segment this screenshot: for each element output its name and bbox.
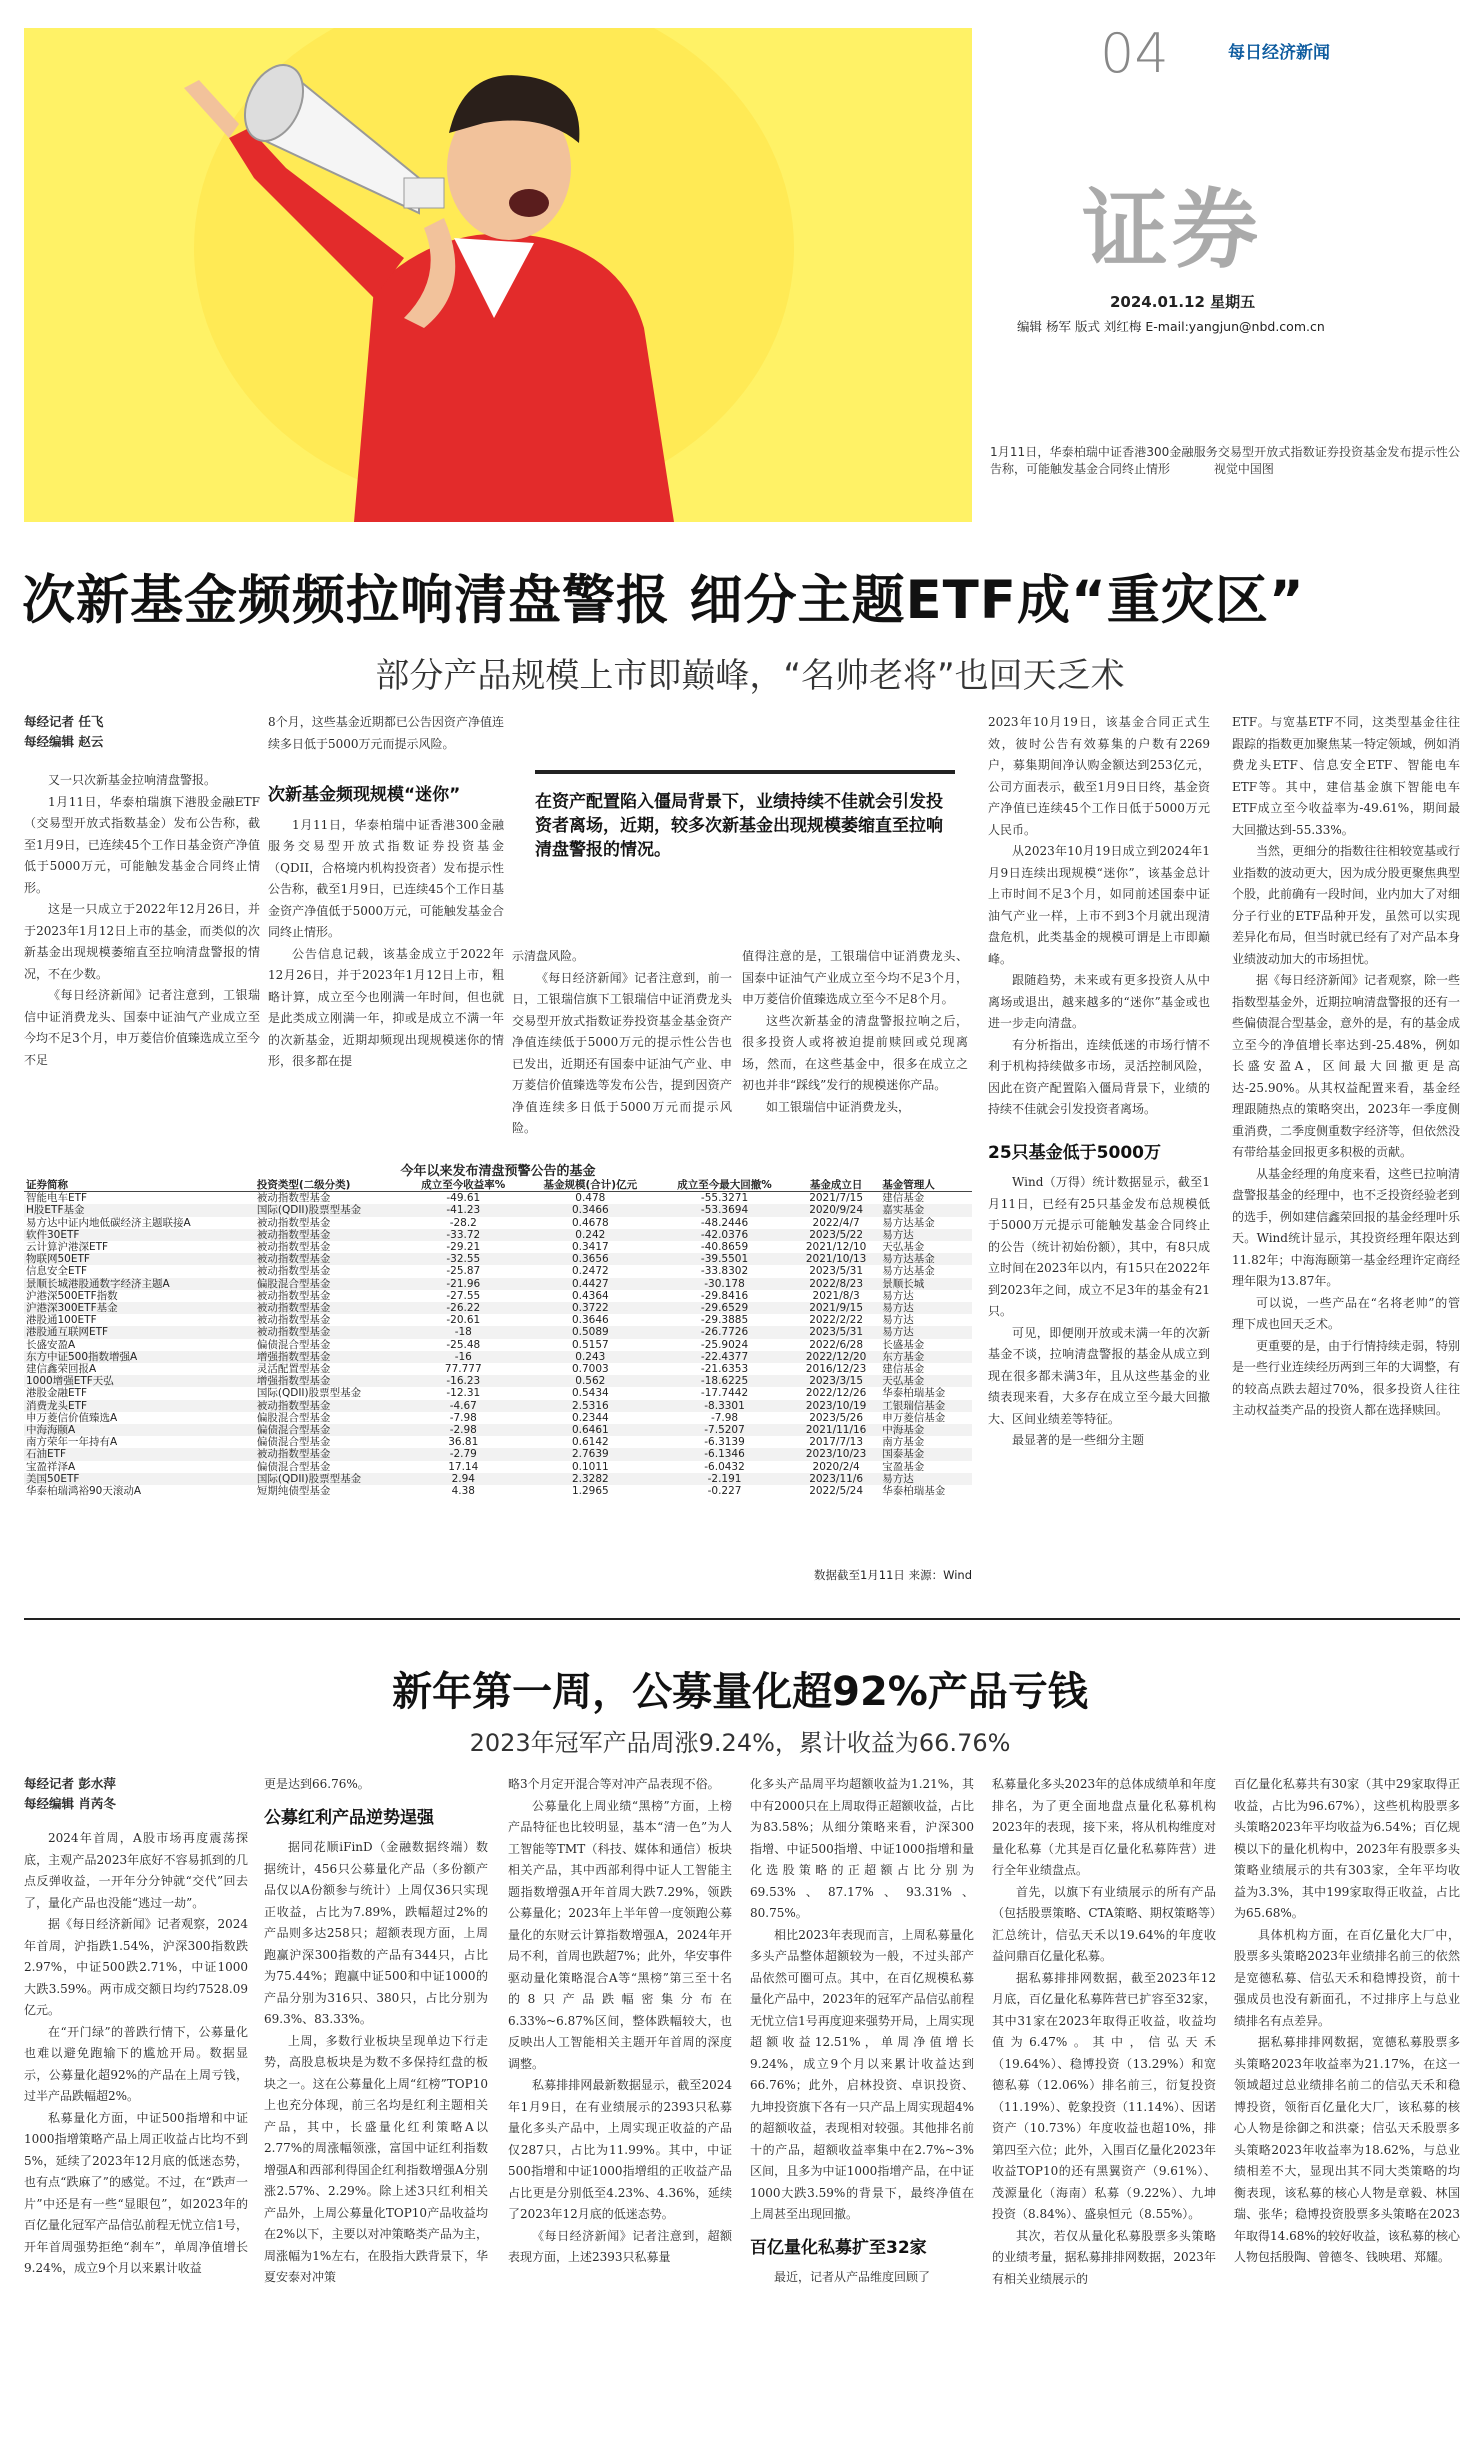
paragraph: Wind（万得）统计数据显示，截至1月11日，已经有25只基金发布总规模低于5000万元提示可能触发基金合同终止的公告（统计初始份额），其中，有8只成立时间在2023年以内，有15只在2022年到2023年之间，成立不足3年的基金有21只。 (988, 1175, 1210, 1318)
table-cell: -29.8416 (700, 1289, 749, 1302)
table-cell: 17.14 (448, 1460, 479, 1473)
article1-col2 (268, 712, 504, 1073)
paragraph: 可以说，一些产品在“名将老帅”的管理下成也回天乏术。 (1232, 1295, 1460, 1331)
table-cell: 景顺长城港股通数字经济主题A (24, 1278, 255, 1290)
paragraph: 2023年10月19日，该基金合同正式生效，彼时公告有效募集的户数有2269户，募集期间净认购金额达到253亿元，公司方面表示，截至1月9日日终，基金资产净值已连续45个工作日低于5000万元人民币。 (988, 715, 1210, 837)
article2-title: 新年第一周，公募量化超92%产品亏钱 (392, 1669, 1088, 1715)
table-cell: 2.3282 (524, 1473, 658, 1485)
article2-col5 (992, 1774, 1216, 2290)
table-cell: 2023/11/6 (792, 1473, 880, 1485)
paragraph: 私募排排网最新数据显示，截至2024年1月9日，在有业绩展示的2393只私募量化多头产品中，上周实现正收益的产品仅287只，占比为11.99%。其中，中证500指增和中证1000指增组的正收益产品占比更是分别低至4.23%、4.36%，延续了2023年12月底的低迷态势。 (508, 2078, 732, 2221)
table-row (24, 1339, 972, 1351)
table-cell: 被动指数型基金 (255, 1229, 403, 1241)
article2-col1 (24, 1774, 248, 2280)
paragraph: 更是达到66.76%。 (264, 1777, 370, 1791)
table-cell: -4.67 (403, 1400, 523, 1412)
paragraph: 《每日经济新闻》记者注意到，超额表现方面，上述2393只私募量 (508, 2228, 732, 2264)
table-cell: -21.6353 (700, 1363, 749, 1376)
table-cell: -41.23 (403, 1204, 523, 1216)
table-row (24, 1387, 972, 1399)
table-cell: 2021/10/13 (792, 1253, 880, 1265)
caption-text: 1月11日，华泰柏瑞中证香港300金融服务交易型开放式指数证券投资基金发布提示性公告称，可能触发基金合同终止情形 (990, 445, 1460, 476)
subheading: 次新基金频现规模“迷你” (268, 785, 461, 805)
subheading: 公募红利产品逆势逞强 (264, 1807, 434, 1828)
table-cell: 南方基金 (882, 1436, 925, 1449)
table-cell: -0.227 (707, 1485, 742, 1498)
paragraph: 更重要的是，由于行情持续走弱，特别是一些行业连续经历两到三年的大调整，有的较高点跌去超过70%，很多投资人往往主动权益类产品的投资人都在选择赎回。 (1232, 1338, 1461, 1417)
table-cell: 美国50ETF (24, 1473, 255, 1485)
table-cell: 2023/10/23 (792, 1448, 880, 1460)
paragraph: 据私募排排网数据，宽德私募股票多头策略2023年收益率为21.17%，在这一领域超过总业绩排名前二的信弘天禾和稳博投资，领衔百亿量化大厂，该私募的核心人物是徐御之和洪豪；信弘天禾股票多头策略2023年收益率为18.62%，与总业绩相差不大，显现出其不同大类策略的均衡表现，该私募的核心人物是章毅、林国瑞、张华；稳博投资股票多头策略在2023年取得14.68%的较好收益，该私募的核心人物包括殷陶、曾德冬、钱映珺、郑耀。 (1234, 2035, 1460, 2264)
table-cell: 天弘基金 (880, 1375, 972, 1387)
page-number: 04 (1100, 22, 1169, 85)
table-cell: 物联网50ETF (24, 1253, 255, 1265)
table-cell: 被动指数型基金 (255, 1448, 403, 1460)
table-cell: 2022/8/23 (792, 1278, 880, 1290)
table-row (24, 1461, 972, 1473)
table-cell: -29.21 (446, 1241, 481, 1254)
table-cell: 2.5316 (524, 1400, 658, 1412)
table-cell: 华泰柏瑞基金 (882, 1387, 946, 1400)
table-cell: 2022/4/7 (812, 1216, 860, 1229)
table-cell: 沪港深300ETF基金 (24, 1302, 255, 1314)
table-cell: 0.7003 (571, 1363, 609, 1376)
column-header: 证券简称 (24, 1179, 255, 1192)
paragraph: 1月11日，华泰柏瑞旗下港股金融ETF（交易型开放式指数基金）发布公告称，截至1月9日，已连续45个工作日基金资产净值低于5000万元，可能触发基金合同终止情形。 (24, 794, 260, 895)
table-cell: -2.98 (403, 1424, 523, 1436)
table-cell: 国泰基金 (880, 1448, 972, 1460)
paragraph: 据《每日经济新闻》记者观察，除一些指数型基金外，近期拉响清盘警报的还有一些偏债混合型基金，意外的是，有的基金成立至今的净值增长率达到-25.48%，例如长盛安盈A，区间最大回撤更是高达-25.90%。从其权益配置来看，基金经理跟随热点的策略突出，2023年一季度侧重消费，二季度侧重数字经济等，但依然没有带给基金回报更多积极的贡献。 (1232, 973, 1461, 1159)
paragraph: 从2023年10月19日成立到2024年1月9日连续出现规模“迷你”，该基金总计上市时间不足3个月，如同前述国泰中证油气产业一样，上市不到3个月就出现清盘危机，此类基金的规模可谓是上市即巅峰。 (988, 844, 1210, 966)
table-cell: -7.98 (710, 1411, 739, 1424)
table-cell: -16 (403, 1351, 523, 1363)
table-cell: -32.55 (403, 1253, 523, 1265)
table-cell: -29.3885 (700, 1314, 749, 1327)
table-cell: 被动指数型基金 (256, 1241, 331, 1254)
paragraph: 私募量化方面，中证500指增和中证1000指增策略产品上周正收益占比均不到5%，延续了2023年12月底的低迷态势，也有点“跌麻了”的感觉。不过，在“跌声一片”中还是有一些“显眼包”，如2023年的百亿量化冠军产品信弘前程无忧立信1号，开年首周强势拒绝“刹车”，单周净值增长9.24%，成立9个月以来累计收益 (24, 2110, 248, 2275)
table-cell: 2022/5/24 (809, 1485, 864, 1498)
table-cell: 东方基金 (880, 1351, 972, 1363)
article1-col3 (512, 946, 732, 1140)
table-row (24, 1424, 972, 1436)
table-cell: -21.96 (403, 1278, 523, 1290)
table-cell: 0.4427 (524, 1278, 658, 1290)
article1-col1 (24, 712, 260, 1071)
table-cell: -20.61 (446, 1314, 481, 1327)
table-cell: 华泰柏瑞鸿裕90天滚动A (26, 1485, 142, 1498)
table-row (24, 1400, 972, 1412)
table-cell: -26.7726 (657, 1326, 792, 1338)
table-cell: -16.23 (403, 1375, 523, 1387)
table-cell: 易方达 (880, 1229, 972, 1241)
table-cell: -17.7442 (700, 1387, 749, 1400)
paragraph: 如工银瑞信中证消费龙头， (766, 1099, 911, 1114)
table-cell: 0.243 (524, 1351, 658, 1363)
table-cell: -2.79 (403, 1448, 523, 1460)
table-cell: 被动指数型基金 (256, 1289, 331, 1302)
table-cell: 2022/12/26 (805, 1387, 867, 1400)
table-row (24, 1448, 972, 1460)
table-cell: 2017/7/13 (809, 1436, 864, 1449)
paragraph: 跟随趋势，未来或有更多投资人从中离场或退出，越来越多的“迷你”基金或也进一步走向清盘。 (988, 973, 1210, 1030)
table-cell: 港股通互联网ETF (24, 1326, 255, 1338)
table-cell: 云计算沪港深ETF (26, 1241, 109, 1254)
table-cell: 偏债混合型基金 (256, 1436, 331, 1449)
paragraph: 这是一只成立于2022年12月26日，并于2023年1月12日上市的基金，而类似的次新基金出现规模萎缩直至拉响清盘警报的情况，不在少数。 (24, 902, 260, 981)
table-cell: -33.72 (403, 1229, 523, 1241)
table-cell: 0.4364 (571, 1289, 609, 1302)
table-cell: 港股金融ETF (26, 1387, 88, 1400)
table-cell: -40.8659 (700, 1241, 749, 1254)
table-cell: -33.8302 (700, 1265, 749, 1278)
table-cell: -12.31 (446, 1387, 481, 1400)
table-cell: 2023/3/15 (792, 1375, 880, 1387)
table-cell: 易方达中证内地低碳经济主题联接A (26, 1216, 191, 1229)
table-row (24, 1217, 972, 1229)
table-cell: 2023/5/31 (809, 1265, 864, 1278)
table-cell: 2023/5/26 (809, 1411, 864, 1424)
table-cell: -26.22 (403, 1302, 523, 1314)
paragraph: 公募量化上周业绩“黑榜”方面，上榜产品特征也比较明显，基本“清一色”为人工智能等TMT（科技、媒体和通信）板块相关产品，其中西部利得中证人工智能主题指数增强A开年首周大跌7.29%，领跌公募量化；2023年上半年曾一度领跑公募量化的东财云计算指数增强A，2024年开局不利，首周也跌超7%；此外，华安事件驱动量化策略混合A等“黑榜”第三至十名的8只产品跌幅密集分布在6.33%~6.87%区间，整体跌幅较大，也反映出人工智能相关主题开年首周的深度调整。 (508, 1798, 732, 2071)
table-row (24, 1290, 972, 1302)
table-cell: 建信基金 (882, 1363, 925, 1376)
paragraph: 有分析指出，连续低迷的市场行情不利于机构持续做多市场，灵活控制风险，因此在资产配置陷入僵局背景下，业绩的持续不佳就会引发投资者离场。 (988, 1037, 1210, 1116)
table-cell: -29.6529 (657, 1302, 792, 1314)
table-cell: 36.81 (448, 1436, 479, 1449)
table-cell: 被动指数型基金 (255, 1400, 403, 1412)
section-divider (24, 1618, 1460, 1620)
table-cell: 0.4678 (571, 1216, 609, 1229)
table-cell: -22.4377 (657, 1351, 792, 1363)
table-cell: 增强指数型基金 (255, 1375, 403, 1387)
table-cell: -30.178 (657, 1278, 792, 1290)
article2-subtitle: 2023年冠军产品周涨9.24%，累计收益为66.76% (469, 1729, 1011, 1757)
pullquote-rule (535, 770, 955, 774)
table-cell: 石油ETF (24, 1448, 255, 1460)
table-row (24, 1363, 972, 1375)
paragraph: 值得注意的是，工银瑞信中证消费龙头、国泰中证油气产业成立至今均不足3个月，申万菱信价值臻选成立至今不足8个月。 (742, 949, 968, 1006)
table-cell: 消费龙头ETF (24, 1400, 255, 1412)
table-cell: 易方达 (882, 1314, 914, 1327)
table-cell: 2023/10/19 (792, 1400, 880, 1412)
table-cell: 0.3722 (524, 1302, 658, 1314)
article1-col6 (1232, 712, 1460, 1422)
table-cell: 0.1011 (571, 1460, 609, 1473)
table-cell: 1.2965 (571, 1485, 609, 1498)
table-cell: 2021/12/10 (805, 1241, 867, 1254)
table-row (24, 1375, 972, 1387)
table-cell: 易方达基金 (880, 1253, 972, 1265)
table-cell: 中海基金 (880, 1424, 972, 1436)
paragraph: 具体机构方面，在百亿量化大厂中，股票多头策略2023年业绩排名前三的依然是宽德私募、信弘天禾和稳博投资，前十强成员也没有新面孔，不过排序上与总业绩排名有点差异。 (1234, 1927, 1460, 2028)
paragraph: 《每日经济新闻》记者注意到，工银瑞信中证消费龙头、国泰中证油气产业成立至今均不足3个月，申万菱信价值臻选成立至今不足 (24, 988, 260, 1067)
article2-col4 (750, 1774, 974, 2289)
paragraph: 其次，若仅从量化私募股票多头策略的业绩考量，据私募排排网数据，2023年有相关业绩展示的 (992, 2228, 1216, 2286)
table-cell: -6.3139 (704, 1436, 745, 1449)
article1-col5 (988, 712, 1210, 1452)
table-cell: 偏债混合型基金 (256, 1338, 331, 1351)
table-row (24, 1412, 972, 1424)
table-cell: 2021/8/3 (812, 1289, 860, 1302)
table-cell: 2021/7/15 (809, 1192, 864, 1205)
paragraph: 最显著的是一些细分主题 (1012, 1433, 1145, 1447)
section-title: 证券 (1082, 180, 1262, 280)
column-header: 基金规模(合计)亿元 (524, 1179, 658, 1192)
table-cell: 申万菱信基金 (882, 1411, 946, 1424)
table-cell: 工银瑞信基金 (880, 1400, 972, 1412)
subheading: 百亿量化私募扩至32家 (750, 2237, 927, 2258)
table-cell: 4.38 (451, 1485, 475, 1498)
table-row (24, 1326, 972, 1338)
table-cell: 南方荣年一年持有A (26, 1436, 118, 1449)
reporter: 每经记者 任飞 (24, 714, 104, 729)
pullquote: 在资产配置陷入僵局背景下，业绩持续不佳就会引发投资者离场，近期，较多次新基金出现规模萎缩直至拉响清盘警报的情况。 (535, 792, 943, 860)
table-source: 数据截至1月11日 来源：Wind (813, 1568, 972, 1582)
table-cell: 0.2344 (571, 1411, 609, 1424)
editor: 每经编辑 赵云 (24, 734, 104, 749)
promo-photo (24, 28, 972, 522)
paragraph: 百亿量化私募共有30家（其中29家取得正收益，占比为96.67%），这些机构股票多头策略2023年平均收益为6.54%；百亿规模以下的量化机构中，2023年有股票多头策略业绩展示的共有303家，全年平均收益为3.3%，其中199家取得正收益，占比为65.68%。 (1234, 1777, 1460, 1920)
table-cell: 港股通100ETF (26, 1314, 97, 1327)
table-cell: 易方达基金 (882, 1216, 935, 1229)
table-cell: 被动指数型基金 (256, 1265, 331, 1278)
table-cell: -28.2 (449, 1216, 477, 1229)
column-header: 基金成立日 (792, 1179, 880, 1192)
table-row (24, 1253, 972, 1265)
paragraph: 首先，以旗下有业绩展示的所有产品（包括股票策略、CTA策略、期权策略等）汇总统计，信弘天禾以19.64%的年度收益问鼎百亿量化私募。 (992, 1884, 1216, 1963)
table-cell: 申万菱信价值臻选A (26, 1411, 118, 1424)
table-cell: 国际(QDII)股票型基金 (256, 1387, 362, 1400)
table-cell: 2022/12/20 (792, 1351, 880, 1363)
table-cell: 2020/9/24 (792, 1204, 880, 1216)
table-row (24, 1473, 972, 1485)
table-cell: 被动指数型基金 (256, 1192, 331, 1205)
table-cell: -53.3694 (657, 1204, 792, 1216)
table-cell: 2022/6/28 (809, 1338, 864, 1351)
table-cell: 沪港深500ETF指数 (26, 1289, 118, 1302)
table-cell: 0.5089 (524, 1326, 658, 1338)
article2-col3 (508, 1774, 732, 2269)
paragraph: 据同花顺iFinD（金融数据终端）数据统计，456只公募量化产品（多份额产品仅以A份额参与统计）上周仅36只实现正收益，占比为7.89%，跌幅超过2%的产品则多达258只；超额表现方面，上周跑赢沪深300指数的产品有344只，占比为75.44%；跑赢中证500和中证1000的产品分别为316只、380只，占比分别为69.3%、83.33%。 (264, 1840, 488, 2026)
paragraph: 在“开门绿”的普跌行情下，公募量化也难以避免跑输下的尴尬开局。数据显示，公募量化超92%的产品在上周亏钱，过半产品跌幅超2%。 (24, 2024, 248, 2103)
table-cell: 信息安全ETF (26, 1265, 88, 1278)
table-row (24, 1241, 972, 1253)
table-cell: 易方达 (880, 1326, 972, 1338)
table-row (24, 1204, 972, 1216)
table-header (24, 1179, 972, 1192)
table-cell: 增强指数型基金 (255, 1351, 403, 1363)
table-body (24, 1192, 972, 1498)
table-cell: -27.55 (446, 1289, 481, 1302)
table-row (24, 1436, 972, 1448)
table-cell: 智能电车ETF (26, 1192, 88, 1205)
table-cell: 嘉实基金 (880, 1204, 972, 1216)
article2-col6 (1234, 1774, 1460, 2269)
paragraph: 据私募排排网数据，截至2023年12月底，百亿量化私募阵营已扩容至32家，其中31家在2023年取得正收益，收益均值为6.47%。其中，信弘天禾（19.64%）、稳博投资（13.29%）和宽德私募（12.06%）排名前三，衍复投资（11.19%）、乾象投资（11.14%）、因诺资产（10.73%）年度收益也超10%，排第四至六位；此外，入围百亿量化2023年收益TOP10的还有黑翼资产（9.61%）、茂源量化（海南）私募（9.22%）、九坤投资（8.84%）、盛泉恒元（8.55%）。 (992, 1970, 1216, 2221)
column-header: 基金管理人 (880, 1179, 972, 1192)
paragraph: 上周，多数行业板块呈现单边下行走势，高股息板块是为数不多保持红盘的板块之一。这在公募量化上周“红榜”TOP10上也充分体现，前三名均是红利主题相关产品，其中，长盛量化红利策略A以2.77%的周涨幅领涨，富国中证红利指数增强A和西部利得国企红利指数增强A分别涨2.57%、2.29%。除上述3只红利相关产品外，上周公募量化TOP10产品收益均在2%以下，主要以对冲策略类产品为主，周涨幅为1%左右，在股指大跌背景下，华夏安泰对冲策 (264, 2033, 488, 2284)
table-cell: 偏股混合型基金 (255, 1278, 403, 1290)
table-cell: 0.6461 (524, 1424, 658, 1436)
table-row (24, 1192, 972, 1205)
table-cell: 2021/9/15 (792, 1302, 880, 1314)
paragraph: 从基金经理的角度来看，这些已拉响清盘警报基金的经理中，也不乏投资经验老到的选手，例如建信鑫荣回报的基金经理叶乐天。Wind统计显示，其投资经理年限达到11.82年；中海海颐第一基金经理许定商经理年限为13.87年。 (1232, 1166, 1461, 1288)
table-cell: 2021/11/16 (792, 1424, 880, 1436)
photo (24, 28, 972, 522)
paragraph: 化多头产品周平均超额收益为1.21%，其中有2000只在上周取得正超额收益，占比为83.58%；从细分策略来看，沪深300指增、中证500指增、中证1000指增和量化选股策略的正超额占比分别为69.53%、87.17%、93.31%、80.75%。 (750, 1777, 974, 1920)
photo-caption (990, 444, 1460, 478)
table-cell: 77.777 (444, 1363, 482, 1376)
paragraph: 2024年首周，A股市场再度震荡探底，主观产品2023年底好不容易抓到的几点反弹收益，一开年分分钟就“交代”回去了，量化产品也没能“逃过一劫”。 (24, 1831, 248, 1910)
table-cell: 0.3646 (571, 1314, 609, 1327)
table-cell: -25.87 (446, 1265, 481, 1278)
paragraph: 据《每日经济新闻》记者观察，2024年首周，沪指跌1.54%，沪深300指数跌2.97%，中证500跌2.71%，中证1000大跌3.59%。两市成交额日均约7528.09亿元。 (24, 1917, 248, 2017)
table-cell: 被动指数型基金 (255, 1302, 403, 1314)
table-cell: 长盛基金 (882, 1338, 925, 1351)
table-cell: 偏债混合型基金 (256, 1460, 331, 1473)
table-cell: 易方达基金 (882, 1265, 935, 1278)
table-cell: 软件30ETF (24, 1229, 255, 1241)
table-row (24, 1302, 972, 1314)
table-cell: 短期纯债型基金 (256, 1485, 331, 1498)
table-row (24, 1278, 972, 1290)
paragraph: 《每日经济新闻》记者注意到，前一日，工银瑞信旗下工银瑞信中证消费龙头交易型开放式指数证券投资基金基金资产净值连续低于5000万元的提示性公告也已发出，近期还有国泰中证油气产业、申万菱信价值臻选等发布公告，提到因资产净值连续多日低于5000万元而提示风险。 (512, 970, 732, 1135)
table-cell: -48.2446 (700, 1216, 749, 1229)
editor: 每经编辑 肖芮冬 (24, 1796, 116, 1811)
table-cell: 国际(QDII)股票型基金 (255, 1204, 403, 1216)
table-cell: 2016/12/23 (805, 1363, 867, 1376)
table-cell: -7.5207 (657, 1424, 792, 1436)
table-cell: 易方达 (880, 1302, 972, 1314)
table-cell: 宝盈基金 (882, 1460, 925, 1473)
table-cell: 2023/5/22 (792, 1229, 880, 1241)
table-cell: -55.3271 (700, 1192, 749, 1205)
fund-table (24, 1179, 972, 1497)
subheading: 25只基金低于5000万 (988, 1142, 1161, 1163)
table-cell: 0.3656 (524, 1253, 658, 1265)
table-cell: 中海海颐A (24, 1424, 255, 1436)
table-cell: 2.94 (403, 1473, 523, 1485)
table-cell: 0.562 (524, 1375, 658, 1387)
table-row (24, 1265, 972, 1277)
table-row (24, 1485, 972, 1497)
table-cell: -42.0376 (657, 1229, 792, 1241)
table-cell: 华泰柏瑞基金 (882, 1485, 946, 1498)
paragraph: 这些次新基金的清盘警报拉响之后，很多投资人或将被迫提前赎回或兑现离场，然而，在这些基金中，很多在成立之初也并非“踩线”发行的规模迷你产品。 (742, 1013, 968, 1092)
column-header: 成立至今最大回撤% (657, 1179, 792, 1192)
paragraph: 8个月，这些基金近期都已公告因资产净值连续多日低于5000万元而提示风险。 (268, 715, 504, 751)
table-cell: 灵活配置型基金 (256, 1363, 331, 1376)
table-cell: 0.3466 (524, 1204, 658, 1216)
table-cell: 被动指数型基金 (255, 1253, 403, 1265)
table-cell: 国际(QDII)股票型基金 (255, 1473, 403, 1485)
table-cell: -49.61 (446, 1192, 481, 1205)
article2-col2 (264, 1774, 488, 2289)
table-cell: 0.3417 (571, 1241, 609, 1254)
column-header: 投资类型(二级分类) (255, 1179, 403, 1192)
table-cell: -25.9024 (700, 1338, 749, 1351)
paragraph: 又一只次新基金拉响清盘警报。 (48, 773, 217, 787)
table-cell: H股ETF基金 (24, 1204, 255, 1216)
table-cell: 0.478 (575, 1192, 606, 1205)
table-cell: 被动指数型基金 (256, 1314, 331, 1327)
table-cell: 天弘基金 (882, 1241, 925, 1254)
table-cell: 0.5157 (571, 1338, 609, 1351)
table-cell: -39.5501 (657, 1253, 792, 1265)
table-cell: -2.191 (657, 1473, 792, 1485)
paragraph: 略3个月定开混合等对冲产品表现不俗。 (508, 1777, 720, 1791)
table-cell: 被动指数型基金 (256, 1216, 331, 1229)
table-cell: -25.48 (446, 1338, 481, 1351)
paragraph: 公告信息记载，该基金成立于2022年12月26日，并于2023年1月12日上市，粗略计算，成立至今也刚满一年时间，但也就是此类成立刚满一年，抑或是成立不满一年的次新基金，近期却频现出现规模迷你的情形，很多都在提 (268, 946, 504, 1068)
table-cell: 长盛安盈A (26, 1338, 76, 1351)
paragraph: 1月11日，华泰柏瑞中证香港300金融服务交易型开放式指数证券投资基金（QDII，合格境内机构投资者）发布提示性公告称，截至1月9日，已连续45个工作日基金资产净值低于5000万元，可能触发基金合同终止情形。 (268, 817, 504, 939)
reporter: 每经记者 彭水萍 (24, 1776, 116, 1791)
table-cell: 2022/2/22 (809, 1314, 864, 1327)
article1-subtitle: 部分产品规模上市即巅峰，“名帅老将”也回天乏术 (375, 656, 1125, 696)
table-cell: 0.242 (524, 1229, 658, 1241)
table-cell: 偏债混合型基金 (255, 1424, 403, 1436)
table-cell: -7.98 (449, 1411, 477, 1424)
article1-col4 (742, 946, 968, 1118)
table-cell: 偏股混合型基金 (256, 1411, 331, 1424)
paper-logo: 每日经济新闻 (1228, 43, 1330, 63)
table-cell: 宝盈祥泽A (26, 1460, 76, 1473)
table-cell: 建信鑫荣回报A (26, 1363, 97, 1376)
table-row (24, 1351, 972, 1363)
table-title: 今年以来发布清盘预警公告的基金 (400, 1164, 596, 1179)
table-cell: 2020/2/4 (812, 1460, 860, 1473)
table-cell: 易方达 (882, 1289, 914, 1302)
table-cell: 2023/5/31 (792, 1326, 880, 1338)
table-cell: 建信基金 (882, 1192, 925, 1205)
paragraph: ETF。与宽基ETF不同，这类型基金往往跟踪的指数更加聚焦某一特定领域，例如消费龙头ETF、信息安全ETF、智能电车ETF等。其中，建信基金旗下智能电车ETF成立至今收益率为-49.61%，期间最大回撤达到-55.33%。 (1232, 715, 1461, 837)
table-cell: -8.3301 (657, 1400, 792, 1412)
table-cell: 1000增强ETF天弘 (24, 1375, 255, 1387)
table-row (24, 1314, 972, 1326)
column-header: 成立至今收益率% (403, 1179, 523, 1192)
table-cell: 0.6142 (571, 1436, 609, 1449)
table-cell: 2.7639 (524, 1448, 658, 1460)
table-cell: 0.2472 (571, 1265, 609, 1278)
table-cell: -18.6225 (657, 1375, 792, 1387)
table-cell: 景顺长城 (880, 1278, 972, 1290)
table-cell: 0.5434 (571, 1387, 609, 1400)
issue-date: 2024.01.12 星期五 (1110, 293, 1256, 311)
table-row (24, 1229, 972, 1241)
table-cell: 东方中证500指数增强A (24, 1351, 255, 1363)
photo-credit: 视觉中国图 (1213, 462, 1274, 476)
table-cell: -18 (403, 1326, 523, 1338)
paragraph: 私募量化多头2023年的总体成绩单和年度排名，为了更全面地盘点量化私募机构2023年的表现，接下来，将从机构维度对量化私募（尤其是百亿量化私募阵营）进行全年业绩盘点。 (992, 1777, 1216, 1877)
editor-line: 编辑 杨军 版式 刘红梅 E-mail:yangjun@nbd.com.cn (1017, 319, 1325, 334)
paragraph: 可见，即便刚开放或未满一年的次新基金不谈，拉响清盘警报的基金从成立到现在很多都未满3年，且从这些基金的业绩表现来看，大多存在成立至今最大回撤大、区间业绩差等特征。 (988, 1325, 1210, 1426)
table-cell: 易方达 (880, 1473, 972, 1485)
paragraph: 最近，记者从产品维度回顾了 (774, 2270, 931, 2284)
table-cell: 被动指数型基金 (255, 1326, 403, 1338)
table-cell: -6.0432 (704, 1460, 745, 1473)
paragraph: 当然，更细分的指数往往相较宽基或行业指数的波动更大，因为成分股更聚焦典型个股，此前确有一段时间，业内加大了对细分子行业的ETF品种开发，虽然可以实现差异化布局，但当时就已经有了对产品本身业绩波动加大的市场担忧。 (1232, 844, 1461, 966)
paragraph: 示清盘风险。 (512, 949, 585, 963)
paragraph: 相比2023年表现而言，上周私募量化多头产品整体超额较为一般，不过头部产品依然可圈可点。其中，在百亿规模私募量化产品中，2023年的冠军产品信弘前程无忧立信1号再度迎来强势开局，上周实现超额收益12.51%，单周净值增长9.24%，成立9个月以来累计收益达到66.76%；此外，启林投资、卓识投资、九坤投资旗下各有一只产品上周实现超4%的超额收益，表现相对较强。其他排名前十的产品，超额收益率集中在2.7%~3%区间，且多为中证1000指增产品，在中证1000大跌3.59%的背景下，最终净值在上周甚至出现回撤。 (750, 1927, 974, 2221)
article1-title: 次新基金频频拉响清盘警报 细分主题ETF成“重灾区” (22, 570, 1305, 631)
table-cell: -6.1346 (657, 1448, 792, 1460)
